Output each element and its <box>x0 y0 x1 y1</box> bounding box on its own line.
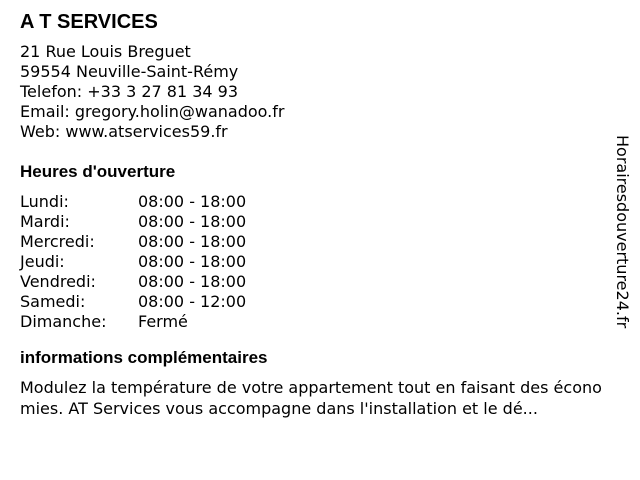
business-name: A T SERVICES <box>20 11 158 33</box>
hours-row-samedi <box>20 292 610 312</box>
hours-row-jeudi <box>20 252 610 272</box>
day-label: Lundi: <box>20 192 69 211</box>
time-value: 08:00 - 18:00 <box>138 192 247 211</box>
info-description: Modulez la température de votre appartement tout en faisant des économies. AT Services vous accompagne dans l'installation et le dé... <box>20 378 602 418</box>
city-address: 59554 Neuville-Saint-Rémy <box>20 62 239 81</box>
hours-row-vendredi <box>20 272 610 292</box>
day-label: Mercredi: <box>20 232 95 251</box>
hours-table <box>20 192 610 332</box>
hours-row-mardi <box>20 212 610 232</box>
time-value: 08:00 - 12:00 <box>138 292 247 311</box>
hours-row-dimanche <box>20 312 610 332</box>
day-label: Samedi: <box>20 292 86 311</box>
street-address: 21 Rue Louis Breguet <box>20 42 191 61</box>
phone-line: Telefon: +33 3 27 81 34 93 <box>20 82 239 101</box>
hours-row-lundi <box>20 192 610 212</box>
web-line: Web: www.atservices59.fr <box>20 122 228 141</box>
address-block <box>20 42 610 142</box>
business-card <box>20 10 610 419</box>
time-value: 08:00 - 18:00 <box>138 232 247 251</box>
site-watermark: Horairesdouverture24.fr <box>613 135 632 329</box>
hours-heading: Heures d'ouverture <box>20 162 176 181</box>
info-heading: informations complémentaires <box>20 348 268 367</box>
day-label: Mardi: <box>20 212 70 231</box>
time-value: 08:00 - 18:00 <box>138 252 247 271</box>
email-line: Email: gregory.holin@wanadoo.fr <box>20 102 285 121</box>
day-label: Jeudi: <box>20 252 65 271</box>
day-label: Dimanche: <box>20 312 107 331</box>
time-value: 08:00 - 18:00 <box>138 272 247 291</box>
time-value: Fermé <box>138 312 188 331</box>
hours-row-mercredi <box>20 232 610 252</box>
time-value: 08:00 - 18:00 <box>138 212 247 231</box>
day-label: Vendredi: <box>20 272 96 291</box>
